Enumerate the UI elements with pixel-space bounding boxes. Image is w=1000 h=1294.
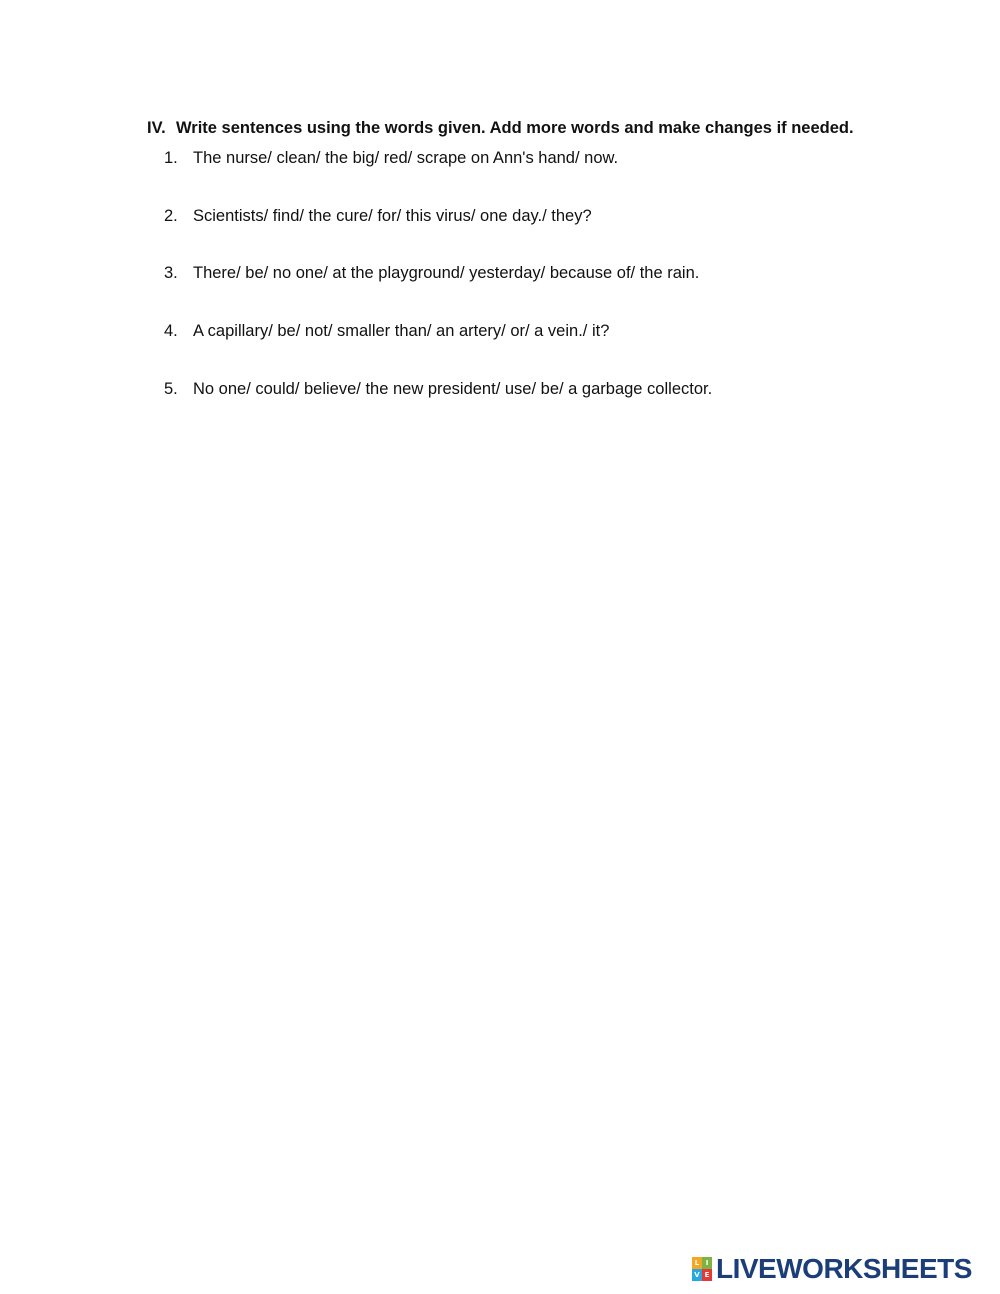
item-number: 4. — [164, 322, 178, 340]
logo-mark-icon — [692, 1257, 712, 1281]
item-prompt: The nurse/ clean/ the big/ red/ scrape on Ann's hand/ now. — [193, 149, 619, 167]
item-prompt: There/ be/ no one/ at the playground/ yesterday/ because of/ the rain. — [193, 264, 700, 282]
item-number: 1. — [164, 149, 178, 167]
item-prompt: Scientists/ find/ the cure/ for/ this virus/ one day./ they? — [193, 207, 592, 225]
item-prompt: No one/ could/ believe/ the new president/ use/ be/ a garbage collector. — [193, 380, 713, 398]
logo-mark-letter: I — [702, 1257, 712, 1269]
logo-wordmark: LIVEWORKSHEETS — [716, 1253, 972, 1284]
liveworksheets-logo[interactable] — [692, 1255, 972, 1283]
item-number: 5. — [164, 380, 178, 398]
item-number: 2. — [164, 207, 178, 225]
item-number: 3. — [164, 264, 178, 282]
logo-mark-letter: L — [692, 1257, 702, 1269]
logo-mark-letter: E — [702, 1269, 712, 1281]
section-instruction: Write sentences using the words given. Add more words and make changes if needed. — [176, 119, 854, 137]
section-heading — [147, 119, 854, 138]
logo-mark-letter: V — [692, 1269, 702, 1281]
section-numeral: IV. — [147, 119, 166, 137]
item-prompt: A capillary/ be/ not/ smaller than/ an artery/ or/ a vein./ it? — [193, 322, 610, 340]
